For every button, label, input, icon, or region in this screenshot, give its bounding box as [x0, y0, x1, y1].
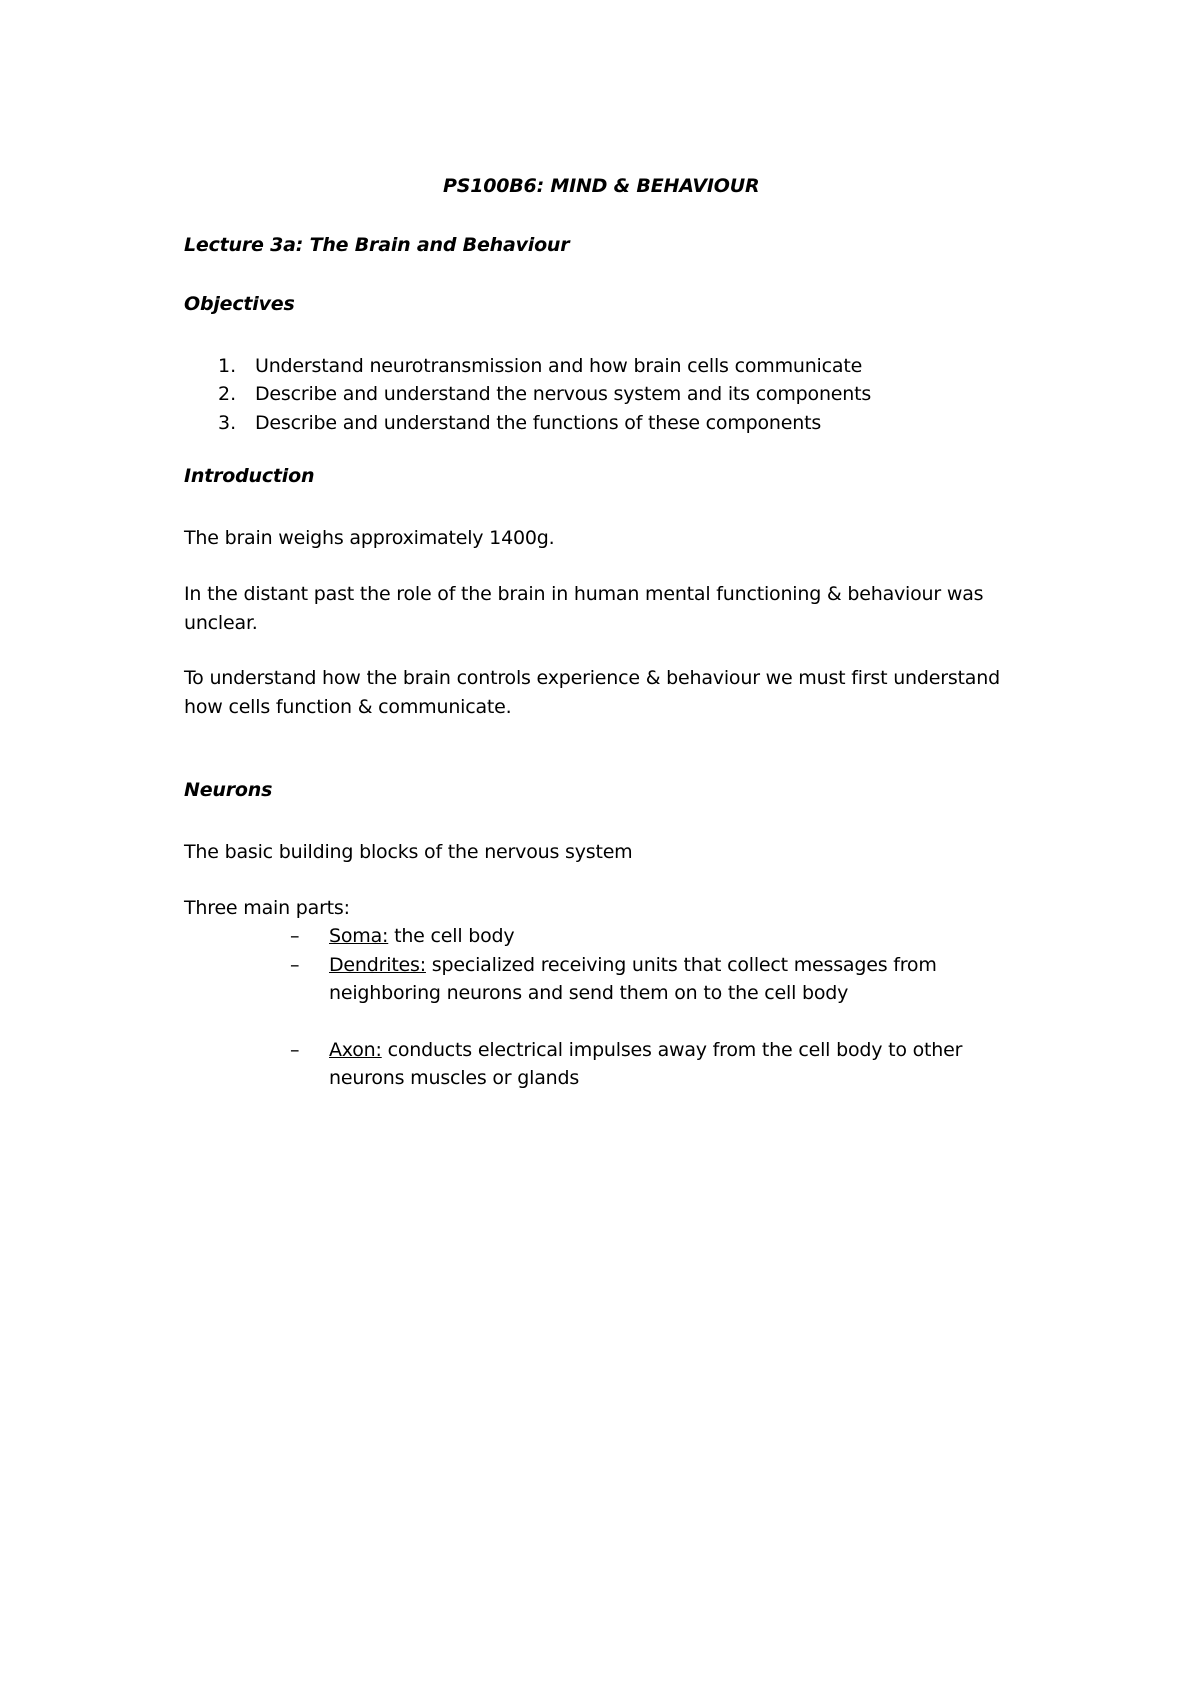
part-description: conducts electrical impulses away from the cell body to other [381, 1039, 963, 1061]
part-description: specialized receiving units that collect messages from [425, 954, 937, 976]
objective-text: Describe and understand the nervous system and its components [255, 383, 872, 405]
objectives-heading: Objectives [184, 293, 295, 315]
part-line [329, 956, 937, 975]
part-term: Axon: [329, 1039, 382, 1061]
introduction-paragraph-3-line-2: how cells function & communicate. [184, 696, 512, 718]
introduction-paragraph-1: The brain weighs approximately 1400g. [184, 527, 555, 549]
introduction-paragraph-3-line-1: To understand how the brain controls experience & behaviour we must first understand [184, 667, 1000, 689]
dash-bullet: – [290, 954, 300, 976]
introduction-heading: Introduction [184, 465, 315, 487]
part-description-continued: neighboring neurons and send them on to the cell body [329, 982, 849, 1004]
parts-label: Three main parts: [184, 897, 350, 919]
part-term: Soma: [329, 925, 389, 947]
objective-number: 2. [218, 383, 237, 405]
objective-number: 1. [218, 355, 237, 377]
dash-bullet: – [290, 925, 300, 947]
dash-bullet: – [290, 1039, 300, 1061]
part-line [329, 1041, 962, 1060]
introduction-paragraph-2-line-1: In the distant past the role of the brain in human mental functioning & behaviour was [184, 583, 984, 605]
objective-text: Understand neurotransmission and how brain cells communicate [255, 355, 863, 377]
course-title: PS100B6: MIND & BEHAVIOUR [443, 175, 760, 197]
part-line [329, 927, 514, 946]
part-description: the cell body [388, 925, 515, 947]
objective-text: Describe and understand the functions of these components [255, 412, 822, 434]
objective-number: 3. [218, 412, 237, 434]
part-description-continued: neurons muscles or glands [329, 1067, 580, 1089]
neurons-intro: The basic building blocks of the nervous system [184, 841, 633, 863]
neurons-heading: Neurons [184, 779, 273, 801]
lecture-title: Lecture 3a: The Brain and Behaviour [184, 234, 570, 256]
introduction-paragraph-2-line-2: unclear. [184, 612, 258, 634]
part-term: Dendrites: [329, 954, 426, 976]
